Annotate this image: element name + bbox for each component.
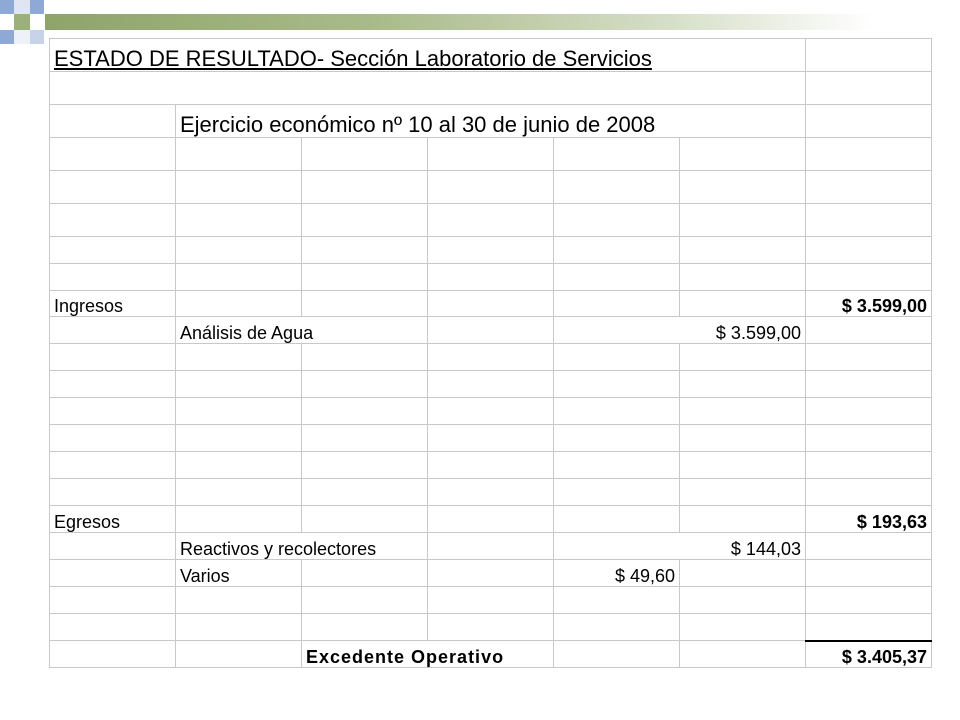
cell <box>176 398 302 425</box>
cell <box>302 204 428 237</box>
cell <box>806 614 932 641</box>
cell <box>428 138 554 171</box>
cell <box>50 204 176 237</box>
cell <box>806 171 932 204</box>
cell <box>806 344 932 371</box>
cell <box>302 614 428 641</box>
table-row <box>50 425 932 452</box>
cell <box>806 72 932 105</box>
egreso-item-amount: $ 49,60 <box>554 560 680 587</box>
cell <box>176 204 302 237</box>
decor-square <box>30 30 44 44</box>
table-row <box>50 587 932 614</box>
cell <box>302 291 428 317</box>
cell <box>680 506 806 533</box>
cell <box>428 533 554 560</box>
table-row <box>50 138 932 171</box>
excedente-total: $ 3.405,37 <box>806 641 932 668</box>
cell <box>554 204 680 237</box>
egresos-label: Egresos <box>50 506 176 533</box>
table-row <box>50 371 932 398</box>
egreso-item-label: Varios <box>176 560 302 587</box>
cell <box>806 479 932 506</box>
cell <box>428 204 554 237</box>
cell <box>428 291 554 317</box>
cell <box>302 237 428 264</box>
cell <box>50 641 176 668</box>
cell <box>50 105 176 138</box>
cell <box>806 587 932 614</box>
cell <box>554 291 680 317</box>
decor-square <box>14 30 30 44</box>
decor-square <box>0 30 14 44</box>
cell <box>554 587 680 614</box>
cell <box>50 171 176 204</box>
cell <box>176 452 302 479</box>
cell <box>680 398 806 425</box>
cell <box>806 105 932 138</box>
cell <box>176 371 302 398</box>
cell <box>428 237 554 264</box>
cell <box>680 425 806 452</box>
cell <box>554 425 680 452</box>
cell <box>806 371 932 398</box>
cell <box>50 479 176 506</box>
decor-square <box>30 0 44 14</box>
cell <box>806 264 932 291</box>
cell <box>428 587 554 614</box>
cell <box>428 317 554 344</box>
cell <box>50 371 176 398</box>
cell <box>50 560 176 587</box>
cell <box>302 264 428 291</box>
cell <box>428 614 554 641</box>
cell <box>428 344 554 371</box>
table-row <box>50 105 932 138</box>
cell <box>302 506 428 533</box>
decor-square <box>0 0 14 14</box>
decor-bar <box>45 14 875 30</box>
ingresos-total: $ 3.599,00 <box>806 291 932 317</box>
cell <box>302 560 428 587</box>
cell <box>176 138 302 171</box>
table-row <box>50 479 932 506</box>
table-row <box>50 641 932 668</box>
cell <box>806 425 932 452</box>
cell <box>176 237 302 264</box>
decor-square <box>14 0 30 14</box>
cell <box>554 237 680 264</box>
cell <box>176 479 302 506</box>
cell <box>428 171 554 204</box>
cell <box>428 452 554 479</box>
table-row <box>50 204 932 237</box>
cell <box>50 425 176 452</box>
egreso-item-amount: $ 144,03 <box>554 533 806 560</box>
cell <box>302 371 428 398</box>
table-row <box>50 39 932 72</box>
cell <box>428 371 554 398</box>
cell <box>428 506 554 533</box>
cell <box>680 138 806 171</box>
cell <box>554 641 680 668</box>
cell <box>680 479 806 506</box>
cell <box>806 39 932 72</box>
table-row <box>50 291 932 317</box>
cell <box>302 587 428 614</box>
cell <box>680 291 806 317</box>
cell <box>554 264 680 291</box>
ingreso-item-label: Análisis de Agua <box>176 317 428 344</box>
cell <box>50 264 176 291</box>
table-row <box>50 506 932 533</box>
cell <box>176 506 302 533</box>
cell <box>176 587 302 614</box>
cell <box>428 560 554 587</box>
cell <box>302 344 428 371</box>
cell <box>50 398 176 425</box>
cell <box>302 452 428 479</box>
cell <box>806 398 932 425</box>
cell <box>50 533 176 560</box>
egreso-item-label: Reactivos y recolectores <box>176 533 428 560</box>
table-row <box>50 171 932 204</box>
cell <box>554 138 680 171</box>
cell <box>554 479 680 506</box>
cell <box>50 587 176 614</box>
table-row <box>50 344 932 371</box>
decor-square <box>14 14 30 30</box>
cell <box>176 264 302 291</box>
cell <box>806 237 932 264</box>
cell <box>428 425 554 452</box>
cell <box>428 479 554 506</box>
cell <box>176 344 302 371</box>
cell <box>554 614 680 641</box>
cell <box>680 171 806 204</box>
cell <box>806 317 932 344</box>
cell <box>50 344 176 371</box>
table-row <box>50 237 932 264</box>
cell <box>806 452 932 479</box>
cell <box>428 398 554 425</box>
cell <box>680 237 806 264</box>
excedente-label: Excedente Operativo <box>302 641 554 668</box>
cell <box>554 506 680 533</box>
cell <box>176 425 302 452</box>
cell <box>680 264 806 291</box>
cell <box>302 479 428 506</box>
table-row <box>50 317 932 344</box>
table-row <box>50 614 932 641</box>
spreadsheet-table <box>49 38 932 668</box>
cell <box>302 425 428 452</box>
cell <box>50 138 176 171</box>
cell <box>50 72 806 105</box>
table-row <box>50 398 932 425</box>
cell <box>806 560 932 587</box>
report-title: ESTADO DE RESULTADO- Sección Laboratorio de Servicios <box>50 39 806 72</box>
cell <box>554 452 680 479</box>
ingreso-item-amount: $ 3.599,00 <box>554 317 806 344</box>
cell <box>806 204 932 237</box>
cell <box>554 398 680 425</box>
cell <box>302 138 428 171</box>
cell <box>680 344 806 371</box>
cell <box>554 344 680 371</box>
cell <box>176 291 302 317</box>
cell <box>680 641 806 668</box>
cell <box>302 398 428 425</box>
cell <box>680 587 806 614</box>
cell <box>806 533 932 560</box>
cell <box>50 237 176 264</box>
table-row <box>50 264 932 291</box>
cell <box>680 452 806 479</box>
cell <box>50 317 176 344</box>
egresos-total: $ 193,63 <box>806 506 932 533</box>
report-subtitle: Ejercicio económico nº 10 al 30 de junio de 2008 <box>176 105 806 138</box>
cell <box>176 614 302 641</box>
table-row <box>50 533 932 560</box>
table-row <box>50 72 932 105</box>
cell <box>302 171 428 204</box>
cell <box>554 171 680 204</box>
cell <box>50 452 176 479</box>
cell <box>680 204 806 237</box>
cell <box>680 371 806 398</box>
cell <box>680 614 806 641</box>
ingresos-label: Ingresos <box>50 291 176 317</box>
cell <box>554 371 680 398</box>
cell <box>176 641 302 668</box>
table-row <box>50 560 932 587</box>
cell <box>176 171 302 204</box>
table-row <box>50 452 932 479</box>
cell <box>428 264 554 291</box>
cell <box>680 560 806 587</box>
cell <box>806 138 932 171</box>
cell <box>50 614 176 641</box>
